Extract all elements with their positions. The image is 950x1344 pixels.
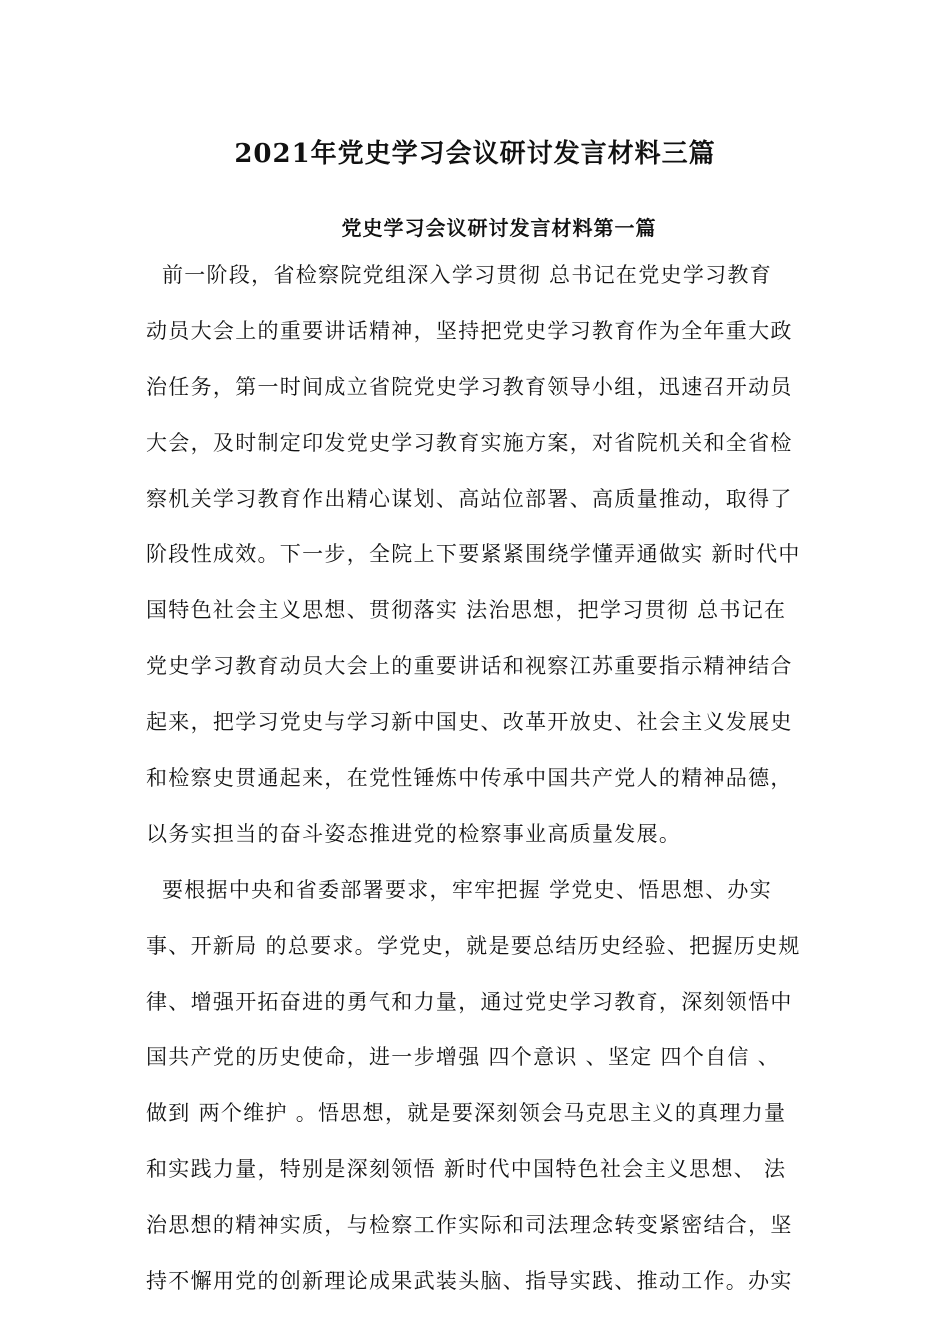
document-body — [146, 251, 826, 1313]
body-line: 和检察史贯通起来，在党性锤炼中传承中国共产党人的精神品德， — [146, 766, 793, 791]
body-line: 要根据中央和省委部署要求，牢牢把握 学党史、悟思想、办实 — [146, 877, 773, 902]
body-line: 持不懈用党的创新理论成果武装头脑、指导实践、推动工作。办实 — [146, 1269, 793, 1294]
body-line: 和实践力量，特别是深刻领悟 新时代中国特色社会主义思想、 法 — [146, 1157, 787, 1182]
body-line: 以务实担当的奋斗姿态推进党的检察事业高质量发展。 — [146, 821, 682, 846]
body-line: 前一阶段，省检察院党组深入学习贯彻 总书记在党史学习教育 — [146, 263, 773, 287]
body-line: 察机关学习教育作出精心谋划、高站位部署、高质量推动，取得了 — [146, 486, 793, 511]
section-title: 党史学习会议研讨发言材料第一篇 — [341, 216, 657, 240]
body-line: 做到 两个维护 。悟思想，就是要深刻领会马克思主义的真理力量 — [146, 1101, 787, 1126]
body-line: 律、增强开拓奋进的勇气和力量，通过党史学习教育，深刻领悟中 — [146, 989, 793, 1014]
document-title: 2021年党史学习会议研讨发言材料三篇 — [234, 139, 716, 169]
body-line: 起来，把学习党史与学习新中国史、改革开放史、社会主义发展史 — [146, 710, 793, 735]
body-line: 大会，及时制定印发党史学习教育实施方案，对省院机关和全省检 — [146, 430, 793, 455]
body-line: 阶段性成效。下一步，全院上下要紧紧围绕学懂弄通做实 新时代中 — [146, 542, 801, 567]
body-line: 治思想的精神实质，与检察工作实际和司法理念转变紧密结合，坚 — [146, 1213, 793, 1238]
body-line: 国特色社会主义思想、贯彻落实 法治思想，把学习贯彻 总书记在 — [146, 598, 787, 623]
body-line: 党史学习教育动员大会上的重要讲话和视察江苏重要指示精神结合 — [146, 654, 793, 679]
body-line: 事、开新局 的总要求。学党史，就是要总结历史经验、把握历史规 — [146, 933, 801, 958]
body-line: 治任务，第一时间成立省院党史学习教育领导小组，迅速召开动员 — [146, 374, 793, 399]
body-line: 国共产党的历史使命，进一步增强 四个意识 、坚定 四个自信 、 — [146, 1045, 780, 1070]
body-line: 动员大会上的重要讲话精神，坚持把党史学习教育作为全年重大政 — [146, 318, 793, 343]
